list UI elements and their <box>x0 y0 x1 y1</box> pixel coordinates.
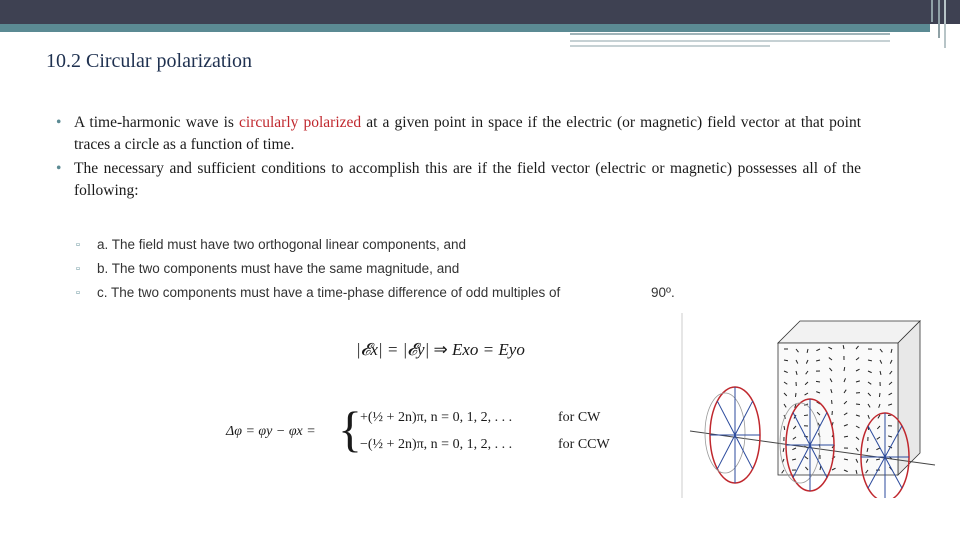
brace-icon: { <box>338 401 362 457</box>
bullet-dot-icon: • <box>56 160 62 177</box>
decor-line <box>938 0 940 38</box>
bullet-item <box>56 112 861 156</box>
square-bullet-icon: ▫ <box>76 287 80 299</box>
equation-rhs: Exo = Eyo <box>452 340 525 359</box>
equation-lhs: |𝓔x| = |𝓔y| <box>356 340 430 359</box>
sub-bullet-text: b. The two components must have the same magnitude, and <box>97 261 460 276</box>
header-bar <box>0 0 960 24</box>
case-expression: +(½ + 2n)π, n = 0, 1, 2, . . . <box>360 410 513 425</box>
decor-line <box>570 45 770 47</box>
sub-bullet-tail: 90º. <box>651 285 675 300</box>
square-bullet-icon: ▫ <box>76 263 80 275</box>
slide-title: 10.2 Circular polarization <box>46 50 253 72</box>
field-arrow <box>784 426 785 430</box>
field-arrow <box>816 381 820 382</box>
highlight-term: circularly polarized <box>239 114 362 131</box>
equation-phase <box>226 401 626 463</box>
field-vector <box>717 435 735 469</box>
sub-bullet-text: c. The two components must have a time-phase difference of odd multiples of <box>97 285 561 300</box>
bullet-item <box>56 158 861 202</box>
sub-bullet-item <box>76 281 716 305</box>
sub-bullet-text: a. The field must have two orthogonal linear components, and <box>97 237 466 252</box>
arrow-icon: ⇒ <box>433 340 448 359</box>
sub-bullet-item <box>76 233 716 257</box>
equation-lhs: Δφ = φy − φx = <box>226 424 316 439</box>
decor-line <box>931 0 933 22</box>
bullet-list <box>56 112 861 204</box>
field-cube <box>778 321 920 475</box>
header-accent-bar <box>0 24 930 32</box>
field-arrow <box>804 415 808 416</box>
square-bullet-icon: ▫ <box>76 239 80 251</box>
bullet-text: The necessary and sufficient conditions to accomplish this are if the field vector (electric or magnetic) possesses all of the following: <box>74 160 861 199</box>
circular-polarization-figure <box>680 313 940 498</box>
bullet-text: A time-harmonic wave is <box>74 114 240 131</box>
case-expression: −(½ + 2n)π, n = 0, 1, 2, . . . <box>360 437 513 452</box>
bullet-dot-icon: • <box>56 114 62 131</box>
bullet-text: at a given point in space if the electric (or magnetic) field vector at that point traces a circle as a function of time. <box>74 114 862 153</box>
field-vector <box>717 401 735 435</box>
field-vector <box>735 401 753 435</box>
sub-bullet-list <box>76 233 716 305</box>
field-arrow <box>879 393 880 397</box>
sub-bullet-item <box>76 257 716 281</box>
decor-line <box>944 0 946 48</box>
field-arrow <box>795 393 796 397</box>
case-label: for CCW <box>558 437 610 452</box>
equation-magnitude <box>356 340 525 360</box>
decor-line <box>570 33 890 35</box>
case-label: for CW <box>558 410 601 425</box>
decor-line <box>570 40 890 42</box>
